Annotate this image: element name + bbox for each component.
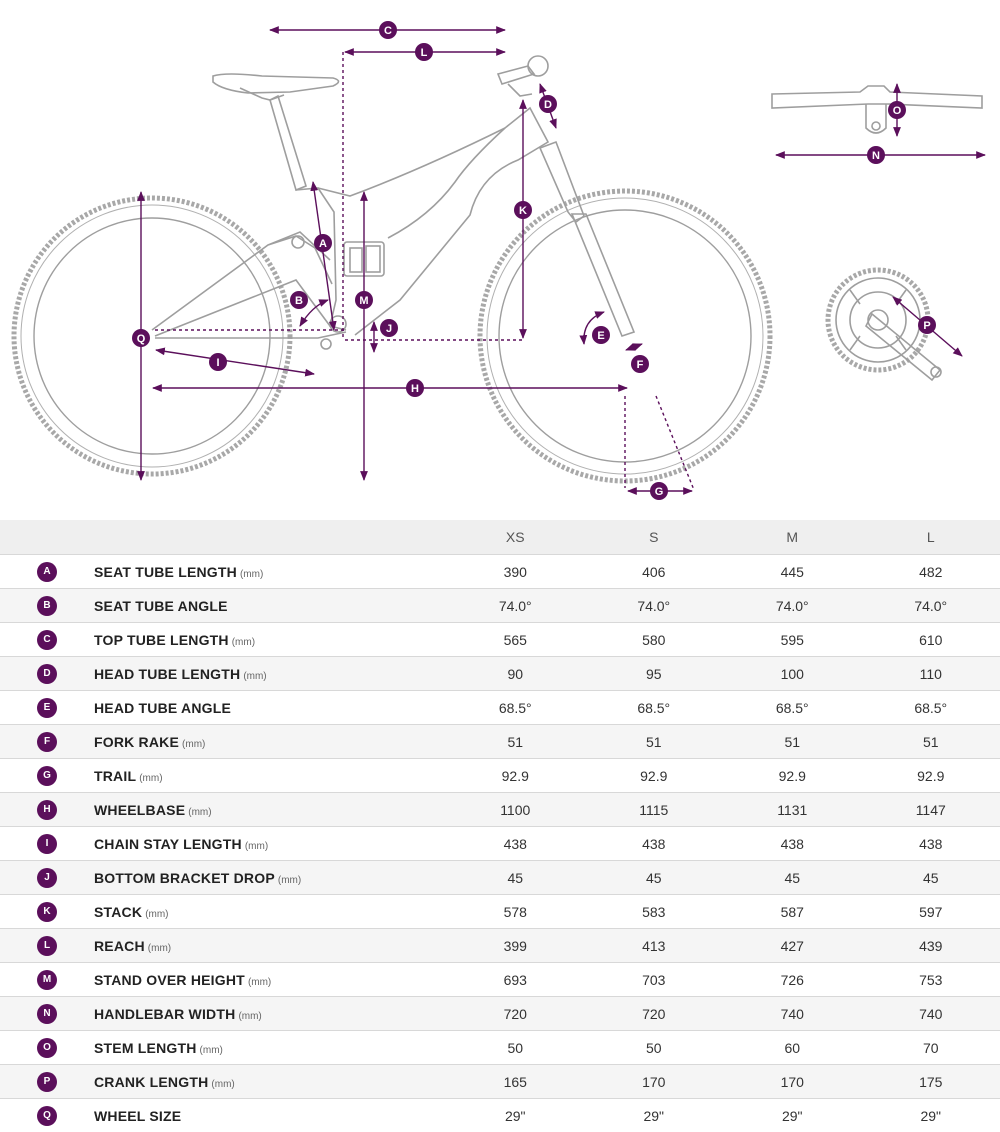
diagram-badge-D xyxy=(539,95,557,113)
size-value-cell: 720 xyxy=(585,997,724,1031)
size-value-cell: 45 xyxy=(723,861,862,895)
size-value-cell: 92.9 xyxy=(585,759,724,793)
size-value-cell: 578 xyxy=(446,895,585,929)
size-value-cell: 51 xyxy=(446,725,585,759)
measurement-unit: (mm) xyxy=(232,637,255,648)
size-value-cell: 74.0° xyxy=(446,589,585,623)
table-row xyxy=(0,759,1000,793)
measurement-unit: (mm) xyxy=(278,875,301,886)
diagram-badge-M xyxy=(355,291,373,309)
size-value-cell: 74.0° xyxy=(723,589,862,623)
bike-illustration xyxy=(14,56,770,481)
size-value-cell: 45 xyxy=(446,861,585,895)
size-value-cell: 595 xyxy=(723,623,862,657)
saddle xyxy=(213,74,339,93)
diagram-badge-Q xyxy=(132,329,150,347)
size-value-cell: 90 xyxy=(446,657,585,691)
measurement-name: STAND OVER HEIGHT xyxy=(94,972,245,988)
row-badge-cell xyxy=(0,759,94,793)
measurement-unit: (mm) xyxy=(248,977,271,988)
size-value-cell: 406 xyxy=(585,555,724,589)
geometry-table xyxy=(0,520,1000,1132)
table-header-row xyxy=(0,520,1000,555)
measurement-letter-badge: B xyxy=(37,596,57,616)
size-value-cell: 170 xyxy=(723,1065,862,1099)
size-value-cell: 29" xyxy=(723,1099,862,1132)
size-value-cell: 51 xyxy=(585,725,724,759)
diagram-badge-F xyxy=(631,355,649,373)
measurement-unit: (mm) xyxy=(145,909,168,920)
measurement-name: HEAD TUBE ANGLE xyxy=(94,700,231,716)
diagram-letter: G xyxy=(655,486,664,498)
diagram-letter: H xyxy=(411,383,419,395)
size-value-cell: 68.5° xyxy=(862,691,1000,725)
size-value-cell: 399 xyxy=(446,929,585,963)
row-label-cell xyxy=(94,827,446,861)
size-value-cell: 740 xyxy=(723,997,862,1031)
measurement-unit: (mm) xyxy=(188,807,211,818)
size-value-cell: 413 xyxy=(585,929,724,963)
size-value-cell: 165 xyxy=(446,1065,585,1099)
measurement-unit: (mm) xyxy=(245,841,268,852)
measurement-letter-badge: E xyxy=(37,698,57,718)
measurement-name: STACK xyxy=(94,904,142,920)
size-value-cell: 95 xyxy=(585,657,724,691)
measurement-name: TOP TUBE LENGTH xyxy=(94,632,229,648)
measurement-letter-badge: D xyxy=(37,664,57,684)
size-value-cell: 50 xyxy=(585,1031,724,1065)
diagram-letter: B xyxy=(295,295,303,307)
row-label-cell xyxy=(94,657,446,691)
row-badge-cell xyxy=(0,691,94,725)
row-badge-cell xyxy=(0,963,94,997)
diagram-letter: I xyxy=(216,357,219,369)
row-label-cell xyxy=(94,895,446,929)
diagram-badge-P xyxy=(918,316,936,334)
size-value-cell: 100 xyxy=(723,657,862,691)
measurement-letter-badge: P xyxy=(37,1072,57,1092)
row-badge-cell xyxy=(0,623,94,657)
size-value-cell: 51 xyxy=(723,725,862,759)
measurement-name: FORK RAKE xyxy=(94,734,179,750)
row-badge-cell xyxy=(0,861,94,895)
size-value-cell: 482 xyxy=(862,555,1000,589)
measurement-unit: (mm) xyxy=(211,1079,234,1090)
size-value-cell: 1131 xyxy=(723,793,862,827)
size-value-cell: 110 xyxy=(862,657,1000,691)
size-value-cell: 68.5° xyxy=(723,691,862,725)
table-row xyxy=(0,725,1000,759)
size-value-cell: 68.5° xyxy=(446,691,585,725)
diagram-letter: C xyxy=(384,25,392,37)
diagram-badge-I xyxy=(209,353,227,371)
table-row xyxy=(0,997,1000,1031)
row-badge-cell xyxy=(0,1031,94,1065)
diagram-letter: P xyxy=(923,320,930,332)
header-empty xyxy=(94,520,446,555)
size-value-cell: 390 xyxy=(446,555,585,589)
measurement-name: CRANK LENGTH xyxy=(94,1074,208,1090)
row-badge-cell xyxy=(0,827,94,861)
table-row xyxy=(0,793,1000,827)
size-value-cell: 565 xyxy=(446,623,585,657)
size-value-cell: 68.5° xyxy=(585,691,724,725)
measurement-name: BOTTOM BRACKET DROP xyxy=(94,870,275,886)
row-badge-cell xyxy=(0,555,94,589)
measurement-unit: (mm) xyxy=(148,943,171,954)
measurement-letter-badge: M xyxy=(37,970,57,990)
diagram-letter: Q xyxy=(137,333,146,345)
table-row xyxy=(0,1099,1000,1132)
measurement-name: WHEELBASE xyxy=(94,802,185,818)
rear-wheel xyxy=(14,198,290,474)
row-label-cell xyxy=(94,555,446,589)
diagram-badge-N xyxy=(867,146,885,164)
row-badge-cell xyxy=(0,895,94,929)
handlebar-illustration xyxy=(772,86,982,133)
diagram-letter: M xyxy=(359,295,368,307)
size-value-cell: 29" xyxy=(446,1099,585,1132)
diagram-letter: L xyxy=(421,47,428,59)
diagram-badge-G xyxy=(650,482,668,500)
diagram-letter: A xyxy=(319,238,327,250)
diagram-letter: N xyxy=(872,150,880,162)
diagram-badge-A xyxy=(314,234,332,252)
size-value-cell: 587 xyxy=(723,895,862,929)
measurement-name: SEAT TUBE ANGLE xyxy=(94,598,228,614)
diagram-letter: E xyxy=(597,330,604,342)
table-row xyxy=(0,1031,1000,1065)
size-value-cell: 29" xyxy=(585,1099,724,1132)
table-row xyxy=(0,657,1000,691)
row-badge-cell xyxy=(0,725,94,759)
table-row xyxy=(0,963,1000,997)
row-badge-cell xyxy=(0,997,94,1031)
size-value-cell: 92.9 xyxy=(862,759,1000,793)
measurement-letter-badge: H xyxy=(37,800,57,820)
measurement-letter-badge: L xyxy=(37,936,57,956)
table-row xyxy=(0,1065,1000,1099)
geometry-table-body xyxy=(0,555,1000,1132)
size-value-cell: 445 xyxy=(723,555,862,589)
size-value-cell: 597 xyxy=(862,895,1000,929)
size-value-cell: 693 xyxy=(446,963,585,997)
size-value-cell: 74.0° xyxy=(862,589,1000,623)
measurement-letter-badge: J xyxy=(37,868,57,888)
table-row xyxy=(0,691,1000,725)
row-label-cell xyxy=(94,793,446,827)
table-row xyxy=(0,555,1000,589)
fork xyxy=(540,142,634,336)
row-label-cell xyxy=(94,1031,446,1065)
diagram-badge-O xyxy=(888,101,906,119)
measurement-name: REACH xyxy=(94,938,145,954)
measurement-unit: (mm) xyxy=(182,739,205,750)
row-badge-cell xyxy=(0,793,94,827)
size-value-cell: 438 xyxy=(723,827,862,861)
size-value-cell: 60 xyxy=(723,1031,862,1065)
size-value-cell: 753 xyxy=(862,963,1000,997)
size-value-cell: 740 xyxy=(862,997,1000,1031)
size-value-cell: 1147 xyxy=(862,793,1000,827)
measurement-letter-badge: K xyxy=(37,902,57,922)
size-value-cell: 45 xyxy=(862,861,1000,895)
size-value-cell: 720 xyxy=(446,997,585,1031)
diagram-letter: F xyxy=(637,359,644,371)
size-value-cell: 583 xyxy=(585,895,724,929)
measurement-unit: (mm) xyxy=(243,671,266,682)
size-value-cell: 50 xyxy=(446,1031,585,1065)
measurement-letter-badge: A xyxy=(37,562,57,582)
row-badge-cell xyxy=(0,589,94,623)
measurement-letter-badge: C xyxy=(37,630,57,650)
measurement-name: TRAIL xyxy=(94,768,136,784)
size-value-cell: 438 xyxy=(862,827,1000,861)
row-label-cell xyxy=(94,997,446,1031)
table-row xyxy=(0,929,1000,963)
measurement-name: SEAT TUBE LENGTH xyxy=(94,564,237,580)
main-frame xyxy=(318,108,548,335)
measurement-letter-badge: F xyxy=(37,732,57,752)
rear-triangle xyxy=(152,232,332,336)
measurement-name: HANDLEBAR WIDTH xyxy=(94,1006,235,1022)
measurement-letter-badge: N xyxy=(37,1004,57,1024)
size-header-xs: XS xyxy=(446,520,585,555)
row-badge-cell xyxy=(0,929,94,963)
size-value-cell: 51 xyxy=(862,725,1000,759)
measurement-letter-badge: G xyxy=(37,766,57,786)
diagram-badge-L xyxy=(415,43,433,61)
size-value-cell: 610 xyxy=(862,623,1000,657)
size-header-l: L xyxy=(862,520,1000,555)
diagram-badge-B xyxy=(290,291,308,309)
measurement-unit: (mm) xyxy=(240,569,263,580)
size-value-cell: 175 xyxy=(862,1065,1000,1099)
table-row xyxy=(0,861,1000,895)
measurement-letter-badge: I xyxy=(37,834,57,854)
row-label-cell xyxy=(94,725,446,759)
size-header-s: S xyxy=(585,520,724,555)
row-label-cell xyxy=(94,759,446,793)
row-label-cell xyxy=(94,1065,446,1099)
diagram-badge-E xyxy=(592,326,610,344)
size-value-cell: 92.9 xyxy=(446,759,585,793)
table-row xyxy=(0,827,1000,861)
size-value-cell: 45 xyxy=(585,861,724,895)
size-value-cell: 438 xyxy=(585,827,724,861)
bike-geometry-diagram xyxy=(0,0,1000,520)
size-header-m: M xyxy=(723,520,862,555)
size-value-cell: 703 xyxy=(585,963,724,997)
diagram-letter: D xyxy=(544,99,552,111)
row-badge-cell xyxy=(0,1099,94,1132)
measurement-name: HEAD TUBE LENGTH xyxy=(94,666,240,682)
size-value-cell: 170 xyxy=(585,1065,724,1099)
size-value-cell: 726 xyxy=(723,963,862,997)
diagram-badge-H xyxy=(406,379,424,397)
diagram-letter: O xyxy=(893,105,902,117)
size-value-cell: 74.0° xyxy=(585,589,724,623)
size-value-cell: 427 xyxy=(723,929,862,963)
header-empty xyxy=(0,520,94,555)
row-badge-cell xyxy=(0,657,94,691)
row-label-cell xyxy=(94,963,446,997)
diagram-badge-C xyxy=(379,21,397,39)
table-row xyxy=(0,895,1000,929)
diagram-badge-K xyxy=(514,201,532,219)
size-value-cell: 439 xyxy=(862,929,1000,963)
measurement-name: WHEEL SIZE xyxy=(94,1108,181,1124)
diagram-letter: K xyxy=(519,205,527,217)
measurement-name: CHAIN STAY LENGTH xyxy=(94,836,242,852)
measurement-unit: (mm) xyxy=(139,773,162,784)
measurement-unit: (mm) xyxy=(200,1045,223,1056)
row-label-cell xyxy=(94,589,446,623)
table-row xyxy=(0,589,1000,623)
size-value-cell: 92.9 xyxy=(723,759,862,793)
row-label-cell xyxy=(94,861,446,895)
size-value-cell: 580 xyxy=(585,623,724,657)
diagram-letter: J xyxy=(386,323,392,335)
measurement-name: STEM LENGTH xyxy=(94,1040,197,1056)
row-badge-cell xyxy=(0,1065,94,1099)
size-value-cell: 1100 xyxy=(446,793,585,827)
row-label-cell xyxy=(94,691,446,725)
size-value-cell: 29" xyxy=(862,1099,1000,1132)
size-value-cell: 438 xyxy=(446,827,585,861)
measurement-unit: (mm) xyxy=(238,1011,261,1022)
row-label-cell xyxy=(94,623,446,657)
measurement-letter-badge: Q xyxy=(37,1106,57,1126)
diagram-badge-J xyxy=(380,319,398,337)
table-row xyxy=(0,623,1000,657)
size-value-cell: 70 xyxy=(862,1031,1000,1065)
row-label-cell xyxy=(94,929,446,963)
size-value-cell: 1115 xyxy=(585,793,724,827)
seatpost xyxy=(270,96,306,190)
row-label-cell xyxy=(94,1099,446,1132)
measurement-letter-badge: O xyxy=(37,1038,57,1058)
